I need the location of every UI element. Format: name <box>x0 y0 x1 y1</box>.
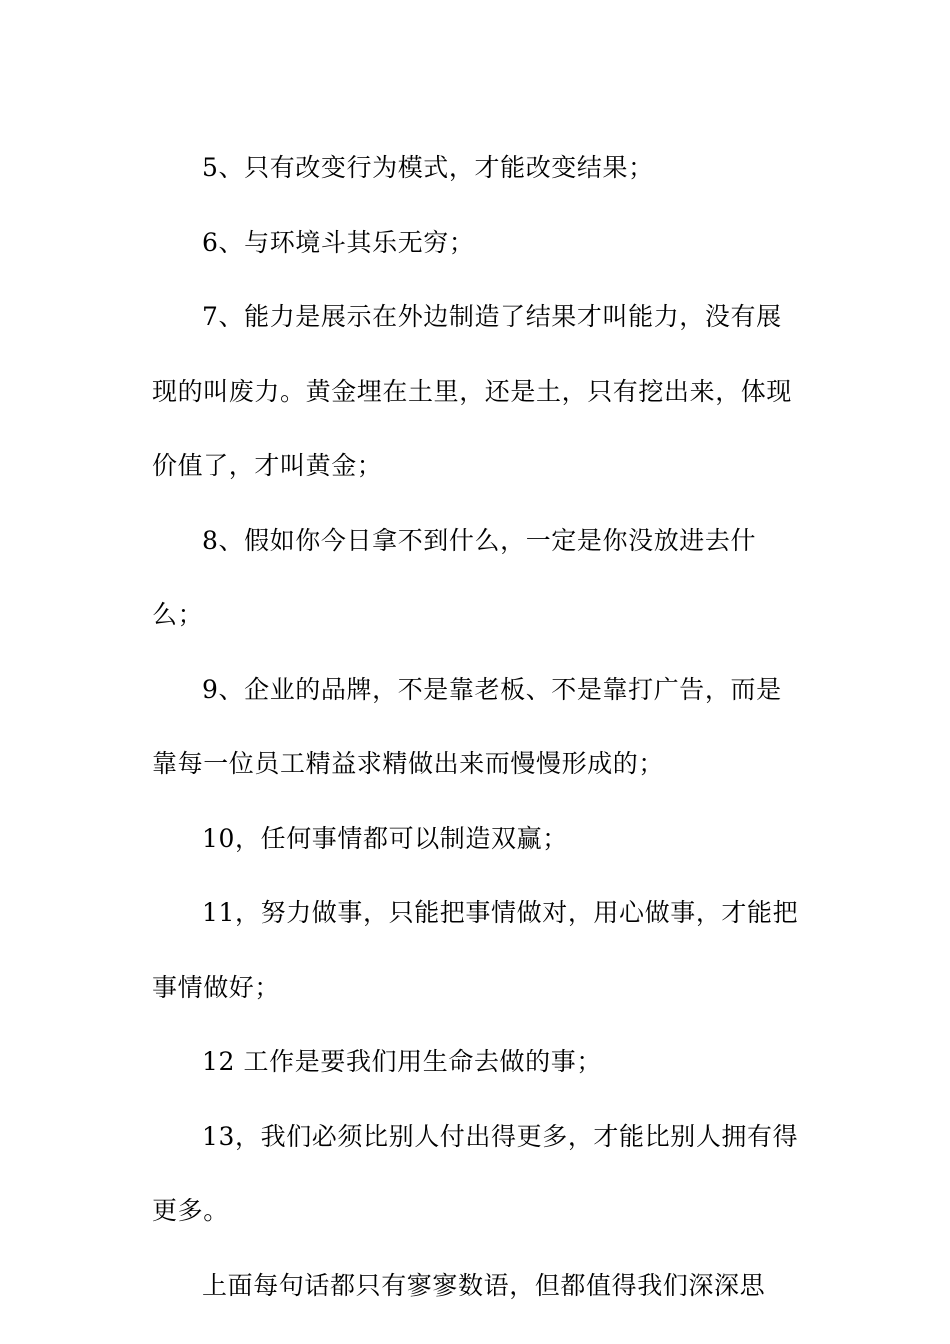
paragraph-11: 11，努力做事，只能把事情做对，用心做事，才能把事情做好； <box>152 898 799 1002</box>
paragraph-13: 13，我们必须比别人付出得更多，才能比别人拥有得更多。 <box>152 1121 799 1225</box>
paragraph-12: 12 工作是要我们用生命去做的事； <box>202 1047 602 1076</box>
paragraph-7: 7、能力是展示在外边制造了结果才叫能力，没有展现的叫废力。黄金埋在土里，还是土，只有挖出来，体现价值了，才叫黄金； <box>152 302 793 480</box>
document-body <box>152 131 804 1323</box>
paragraph-9: 9、企业的品牌，不是靠老板、不是靠打广告，而是靠每一位员工精益求精做出来而慢慢形成的； <box>152 674 782 778</box>
paragraph-8: 8、假如你今日拿不到什么，一定是你没放进去什么； <box>152 525 757 629</box>
paragraph-6: 6、与环境斗其乐无穷； <box>202 227 475 257</box>
paragraph-5: 5、只有改变行为模式，才能改变结果； <box>202 153 654 182</box>
paragraph-summary: 上面每句话都只有寥寥数语，但都值得我们深深思 <box>202 1270 766 1300</box>
paragraph-10: 10，任何事情都可以制造双赢； <box>202 823 568 853</box>
